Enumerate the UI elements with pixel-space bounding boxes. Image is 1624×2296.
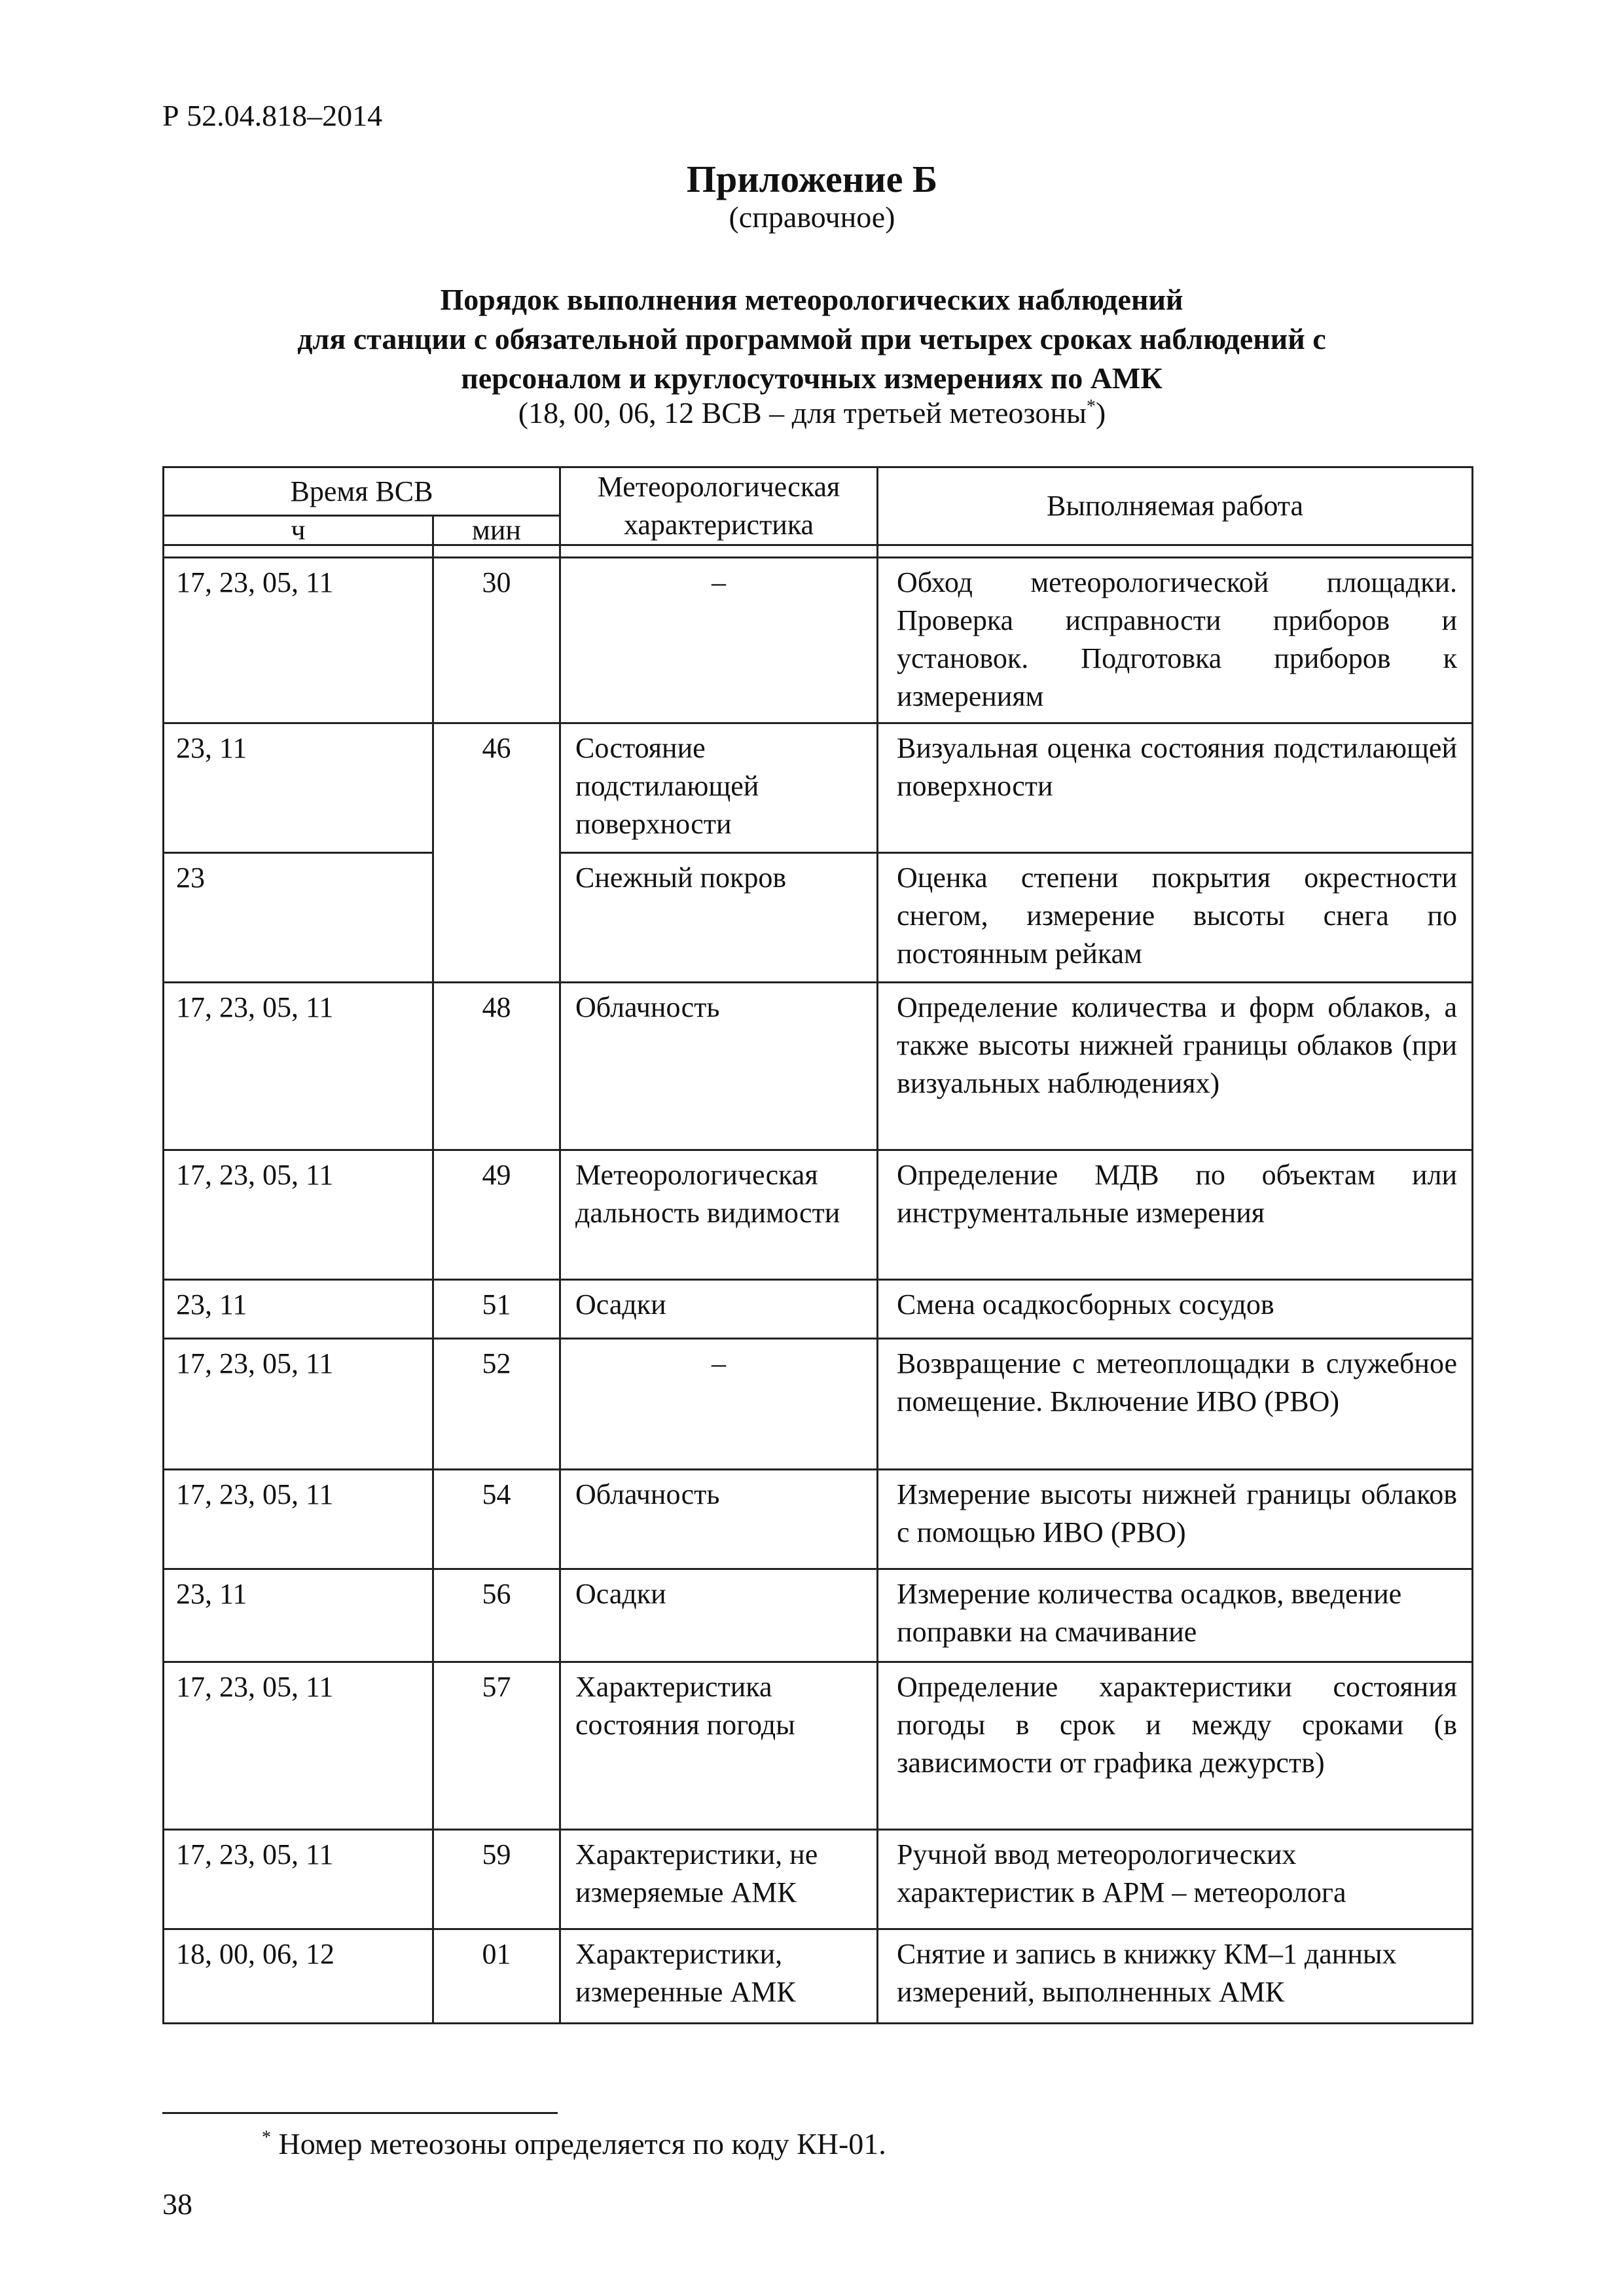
cell-param: Состояние подстилающей поверхности xyxy=(575,732,759,840)
document-title-line: персоналом и круглосуточных измерениях по АМК xyxy=(461,361,1163,395)
cell-param: Снежный покров xyxy=(575,862,787,894)
table-row xyxy=(164,1280,1473,1339)
cell-work: Обход метеорологической площадки. Проверка исправности приборов и установок. Подготовка приборов к измерениям xyxy=(897,566,1458,712)
cell-minutes: 30 xyxy=(482,566,511,598)
cell-param: Характеристики, измеренные АМК xyxy=(575,1938,796,2008)
cell-hours: 18, 00, 06, 12 xyxy=(176,1938,334,1970)
cell-minutes: 01 xyxy=(482,1938,511,1970)
cell-minutes: 51 xyxy=(482,1288,511,1321)
table-row xyxy=(164,1339,1473,1470)
cell-work: Определение характеристики состояния погоды в срок и между сроками (в зависимости от графика дежурств) xyxy=(897,1671,1458,1779)
cell-param: Характеристики, не измеряемые АМК xyxy=(575,1838,818,1908)
table-row xyxy=(164,1569,1473,1662)
cell-work: Определение МДВ по объектам или инструментальные измерения xyxy=(897,1159,1458,1229)
footnote-text: Номер метеозоны определяется по коду КН-01. xyxy=(271,2127,886,2160)
table-row xyxy=(164,1929,1473,2024)
document-title-line: для станции с обязательной программой при четырех сроках наблюдений с xyxy=(297,322,1326,355)
cell-work: Визуальная оценка состояния подстилающей поверхности xyxy=(897,732,1458,802)
table-row xyxy=(164,1830,1473,1929)
table-row xyxy=(164,558,1473,723)
cell-hours: 23, 11 xyxy=(176,732,247,764)
schedule-table xyxy=(162,466,1473,2024)
cell-minutes: 54 xyxy=(482,1478,511,1510)
table-row xyxy=(164,1470,1473,1569)
cell-hours: 17, 23, 05, 11 xyxy=(176,991,334,1023)
table-row xyxy=(164,983,1473,1150)
cell-work: Измерение высоты нижней границы облаков с помощью ИВО (РВО) xyxy=(897,1478,1458,1548)
numbering-row xyxy=(164,545,1473,558)
cell-hours: 23, 11 xyxy=(176,1578,247,1610)
cell-minutes: 46 xyxy=(482,732,511,764)
cell-work: Смена осадкосборных сосудов xyxy=(897,1288,1274,1321)
header-minutes: мин xyxy=(433,516,560,545)
table-row xyxy=(164,1150,1473,1280)
cell-param: Метеорологическая дальность видимости xyxy=(575,1159,840,1229)
header-param-text: Метеорологическая характеристика xyxy=(597,471,840,541)
appendix-subtitle: (справочное) xyxy=(729,200,895,234)
header-param xyxy=(560,467,878,545)
document-code: Р 52.04.818–2014 xyxy=(162,99,383,132)
cell-param: – xyxy=(712,566,727,598)
cell-hours: 17, 23, 05, 11 xyxy=(176,1671,334,1703)
cell-hours: 23, 11 xyxy=(176,1288,247,1321)
cell-minutes: 56 xyxy=(482,1578,511,1610)
cell-hours: 17, 23, 05, 11 xyxy=(176,1478,334,1510)
cell-param: – xyxy=(712,1347,727,1379)
cell-param: Облачность xyxy=(575,1478,720,1510)
cell-hours: 17, 23, 05, 11 xyxy=(176,566,334,598)
cell-param: Облачность xyxy=(575,991,720,1023)
footnote-mark: * xyxy=(262,2127,271,2148)
appendix-title: Приложение Б xyxy=(686,158,938,200)
header-work: Выполняемая работа xyxy=(878,467,1473,545)
cell-minutes: 57 xyxy=(482,1671,511,1703)
subtitle-text: (18, 00, 06, 12 ВСВ – для третьей метеозоны xyxy=(518,396,1087,429)
cell-minutes: 59 xyxy=(482,1838,511,1870)
cell-hours: 17, 23, 05, 11 xyxy=(176,1347,334,1379)
cell-work: Измерение количества осадков, введение поправки на смачивание xyxy=(897,1578,1402,1648)
subtitle-close: ) xyxy=(1095,396,1106,429)
table-row xyxy=(164,1662,1473,1830)
document-subtitle xyxy=(0,395,1624,430)
document-title xyxy=(216,280,1407,398)
cell-minutes: 49 xyxy=(482,1159,511,1191)
header-hours: ч xyxy=(164,516,433,545)
cell-param: Осадки xyxy=(575,1288,666,1321)
document-title-line: Порядок выполнения метеорологических наблюдений xyxy=(440,283,1183,316)
table-row xyxy=(164,723,1473,853)
cell-work: Возвращение с метеоплощадки в служебное помещение. Включение ИВО (РВО) xyxy=(897,1347,1458,1417)
footnote-separator xyxy=(162,2112,558,2114)
cell-hours: 23 xyxy=(176,862,205,894)
cell-minutes: 48 xyxy=(482,991,511,1023)
cell-param: Характеристика состояния погоды xyxy=(575,1671,795,1741)
cell-param: Осадки xyxy=(575,1578,666,1610)
cell-work: Определение количества и форм облаков, а также высоты нижней границы облаков (при визуальных наблюдениях) xyxy=(897,991,1458,1099)
cell-work: Снятие и запись в книжку КМ–1 данных измерений, выполненных АМК xyxy=(897,1938,1397,2008)
page-number: 38 xyxy=(162,2187,192,2221)
cell-hours: 17, 23, 05, 11 xyxy=(176,1838,334,1870)
header-time: Время ВСВ xyxy=(164,467,560,516)
cell-work: Ручной ввод метеорологических характеристик в АРМ – метеоролога xyxy=(897,1838,1346,1908)
cell-hours: 17, 23, 05, 11 xyxy=(176,1159,334,1191)
footnote xyxy=(262,2126,886,2161)
cell-work: Оценка степени покрытия окрестности снегом, измерение высоты снега по постоянным рейкам xyxy=(897,862,1458,970)
table-row xyxy=(164,853,1473,983)
footnote-mark: * xyxy=(1086,396,1096,417)
cell-minutes: 52 xyxy=(482,1347,511,1379)
